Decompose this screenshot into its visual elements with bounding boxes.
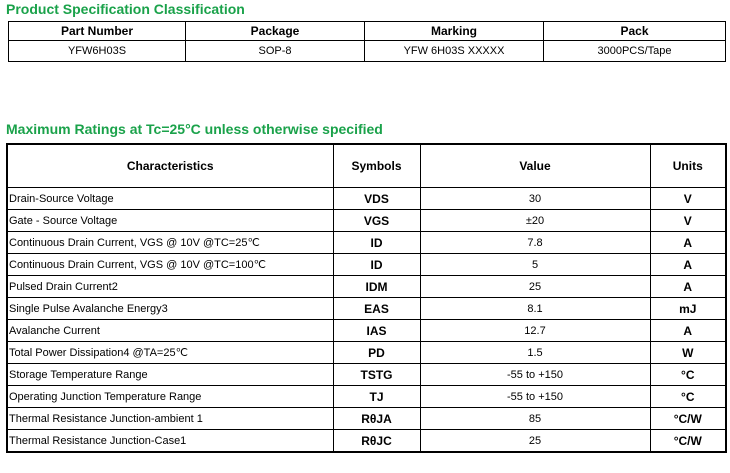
symbol-cell: ID — [333, 232, 420, 254]
symbol-cell: RθJC — [333, 430, 420, 453]
characteristic-cell: Avalanche Current — [7, 320, 333, 342]
value-cell: 25 — [420, 430, 650, 453]
header-characteristics: Characteristics — [7, 144, 333, 188]
characteristic-cell: Pulsed Drain Current2 — [7, 276, 333, 298]
symbol-cell: TSTG — [333, 364, 420, 386]
spec-table — [8, 21, 726, 62]
unit-cell: A — [650, 320, 726, 342]
symbol-cell: IDM — [333, 276, 420, 298]
table-row — [7, 276, 726, 298]
ratings-header-row — [7, 144, 726, 188]
unit-cell: A — [650, 254, 726, 276]
unit-cell: °C/W — [650, 408, 726, 430]
header-value: Value — [420, 144, 650, 188]
value-cell: 1.5 — [420, 342, 650, 364]
part-number: YFW6H03S — [9, 41, 186, 62]
table-row — [7, 408, 726, 430]
header-marking: Marking — [365, 22, 544, 41]
characteristic-cell: Continuous Drain Current, VGS @ 10V @TC=25℃ — [7, 232, 333, 254]
marking: YFW 6H03S XXXXX — [365, 41, 544, 62]
characteristic-cell: Operating Junction Temperature Range — [7, 386, 333, 408]
unit-cell: V — [650, 210, 726, 232]
unit-cell: A — [650, 232, 726, 254]
value-cell: 30 — [420, 188, 650, 210]
header-package: Package — [186, 22, 365, 41]
spec-row — [9, 41, 726, 62]
value-cell: 85 — [420, 408, 650, 430]
value-cell: ±20 — [420, 210, 650, 232]
ratings-table — [6, 143, 727, 453]
table-row — [7, 364, 726, 386]
header-units: Units — [650, 144, 726, 188]
table-row — [7, 386, 726, 408]
table-row — [7, 254, 726, 276]
header-pack: Pack — [544, 22, 726, 41]
table-row — [7, 342, 726, 364]
header-symbols: Symbols — [333, 144, 420, 188]
unit-cell: V — [650, 188, 726, 210]
characteristic-cell: Drain-Source Voltage — [7, 188, 333, 210]
symbol-cell: IAS — [333, 320, 420, 342]
unit-cell: mJ — [650, 298, 726, 320]
symbol-cell: PD — [333, 342, 420, 364]
characteristic-cell: Thermal Resistance Junction-ambient 1 — [7, 408, 333, 430]
value-cell: 7.8 — [420, 232, 650, 254]
unit-cell: °C/W — [650, 430, 726, 453]
pack: 3000PCS/Tape — [544, 41, 726, 62]
symbol-cell: RθJA — [333, 408, 420, 430]
characteristic-cell: Single Pulse Avalanche Energy3 — [7, 298, 333, 320]
symbol-cell: EAS — [333, 298, 420, 320]
characteristic-cell: Storage Temperature Range — [7, 364, 333, 386]
ratings-heading: Maximum Ratings at Tc=25°C unless otherwise specified — [6, 121, 383, 137]
symbol-cell: VDS — [333, 188, 420, 210]
spec-heading: Product Specification Classification — [6, 1, 245, 17]
table-row — [7, 210, 726, 232]
table-row — [7, 320, 726, 342]
table-row — [7, 298, 726, 320]
table-row — [7, 188, 726, 210]
symbol-cell: VGS — [333, 210, 420, 232]
unit-cell: W — [650, 342, 726, 364]
table-row — [7, 232, 726, 254]
unit-cell: °C — [650, 364, 726, 386]
value-cell: -55 to +150 — [420, 364, 650, 386]
value-cell: 12.7 — [420, 320, 650, 342]
unit-cell: A — [650, 276, 726, 298]
unit-cell: °C — [650, 386, 726, 408]
characteristic-cell: Total Power Dissipation4 @TA=25℃ — [7, 342, 333, 364]
table-row — [7, 430, 726, 453]
characteristic-cell: Gate - Source Voltage — [7, 210, 333, 232]
value-cell: 25 — [420, 276, 650, 298]
spec-header-row — [9, 22, 726, 41]
header-part-number: Part Number — [9, 22, 186, 41]
value-cell: 8.1 — [420, 298, 650, 320]
characteristic-cell: Continuous Drain Current, VGS @ 10V @TC=100℃ — [7, 254, 333, 276]
symbol-cell: TJ — [333, 386, 420, 408]
symbol-cell: ID — [333, 254, 420, 276]
package: SOP-8 — [186, 41, 365, 62]
characteristic-cell: Thermal Resistance Junction-Case1 — [7, 430, 333, 453]
value-cell: -55 to +150 — [420, 386, 650, 408]
value-cell: 5 — [420, 254, 650, 276]
